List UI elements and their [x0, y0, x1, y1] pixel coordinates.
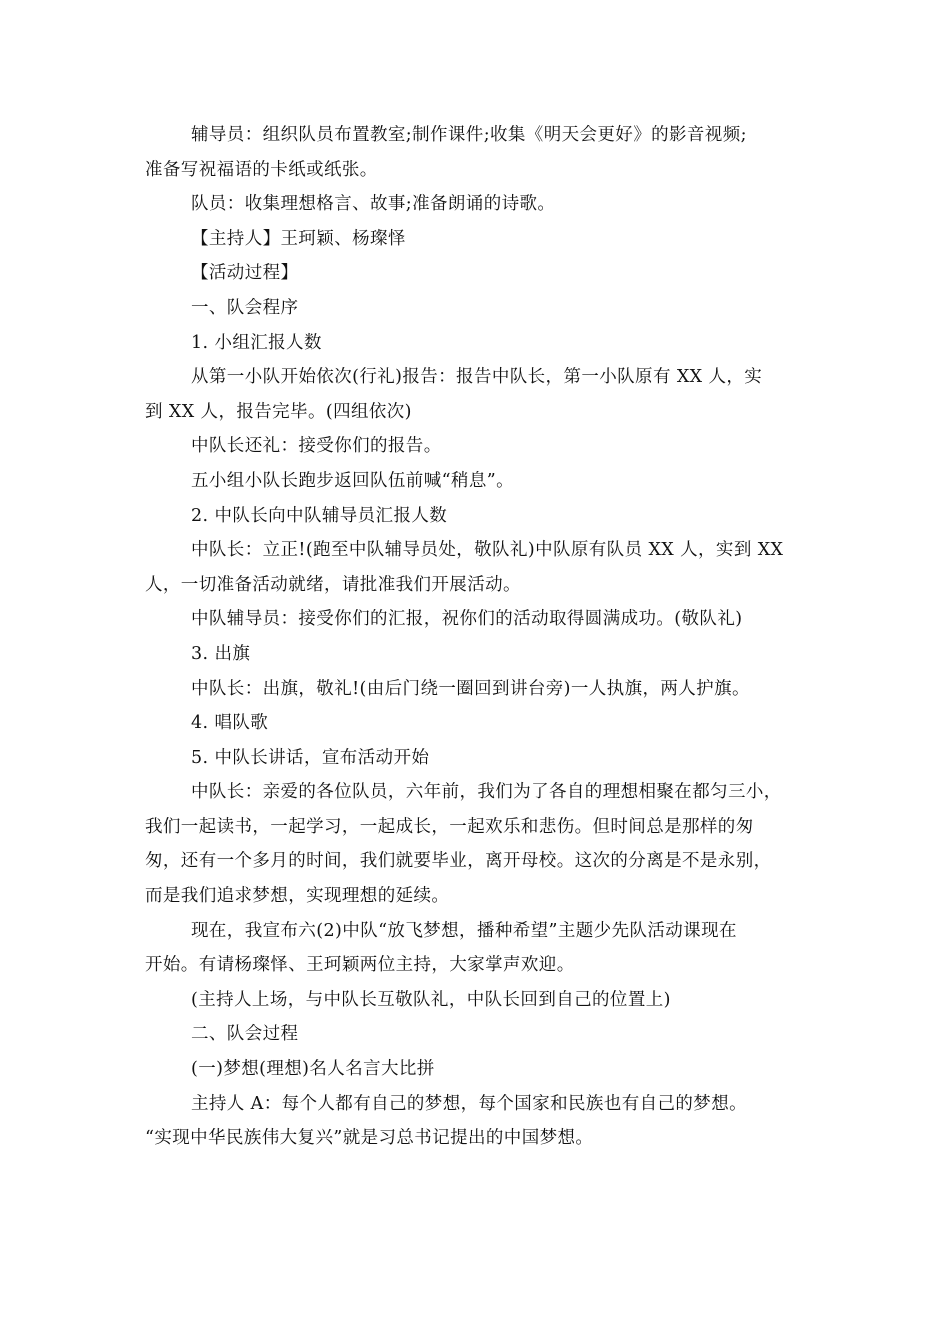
document-body: [145, 118, 805, 1156]
text-line: (一)梦想(理想)名人名言大比拼: [191, 1059, 435, 1080]
text-line: 2. 中队长向中队辅导员汇报人数: [191, 505, 448, 526]
text-line: 中队长：出旗，敬礼!(由后门绕一圈回到讲台旁)一人执旗，两人护旗。: [191, 678, 750, 699]
text-line: 队员：收集理想格言、故事;准备朗诵的诗歌。: [191, 194, 556, 215]
text-line: 辅导员：组织队员布置教室;制作课件;收集《明天会更好》的影音视频;: [191, 125, 747, 145]
text-line: 【主持人】王珂颖、杨璨怿: [191, 228, 406, 249]
text-line: 3. 出旗: [191, 643, 251, 664]
text-line: 到 XX 人，报告完毕。(四组依次): [145, 401, 412, 422]
text-line: 现在，我宣布六(2)中队“放飞梦想，播种希望”主题少先队活动课现在: [191, 920, 737, 941]
text-line: 5. 中队长讲话，宣布活动开始: [191, 747, 430, 768]
text-line: 开始。有请杨璨怿、王珂颖两位主持，大家掌声欢迎。: [145, 955, 575, 976]
text-line: 中队长：立正!(跑至中队辅导员处，敬队礼)中队原有队员 XX 人，实到 XX: [191, 540, 784, 561]
text-line: 主持人 A：每个人都有自己的梦想，每个国家和民族也有自己的梦想。: [191, 1093, 747, 1114]
text-line: 【活动过程】: [191, 263, 299, 284]
text-line: 二、队会过程: [191, 1024, 299, 1045]
text-line: 1. 小组汇报人数: [191, 332, 322, 353]
text-line: 中队长：亲爱的各位队员，六年前，我们为了各自的理想相聚在都匀三小，: [191, 782, 782, 803]
text-line: 五小组小队长跑步返回队伍前喊“稍息”。: [191, 470, 514, 491]
text-line: (主持人上场，与中队长互敬队礼，中队长回到自己的位置上): [191, 989, 671, 1010]
text-line: 准备写祝福语的卡纸或纸张。: [145, 159, 378, 180]
text-line: 而是我们追求梦想，实现理想的延续。: [145, 886, 450, 907]
text-line: “实现中华民族伟大复兴”就是习总书记提出的中国梦想。: [145, 1128, 594, 1149]
text-line: 从第一小队开始依次(行礼)报告：报告中队长，第一小队原有 XX 人，实: [191, 367, 763, 388]
text-line: 中队长还礼：接受你们的报告。: [191, 436, 442, 457]
text-line: 匆，还有一个多月的时间，我们就要毕业，离开母校。这次的分离是不是永别，: [145, 851, 772, 872]
text-line: 一、队会程序: [191, 297, 299, 318]
text-line: 我们一起读书，一起学习，一起成长，一起欢乐和悲伤。但时间总是那样的匆: [145, 816, 754, 837]
text-line: 人，一切准备活动就绪，请批准我们开展活动。: [145, 574, 521, 595]
text-line: 4. 唱队歌: [191, 713, 269, 734]
text-line: 中队辅导员：接受你们的汇报，祝你们的活动取得圆满成功。(敬队礼): [191, 609, 743, 630]
